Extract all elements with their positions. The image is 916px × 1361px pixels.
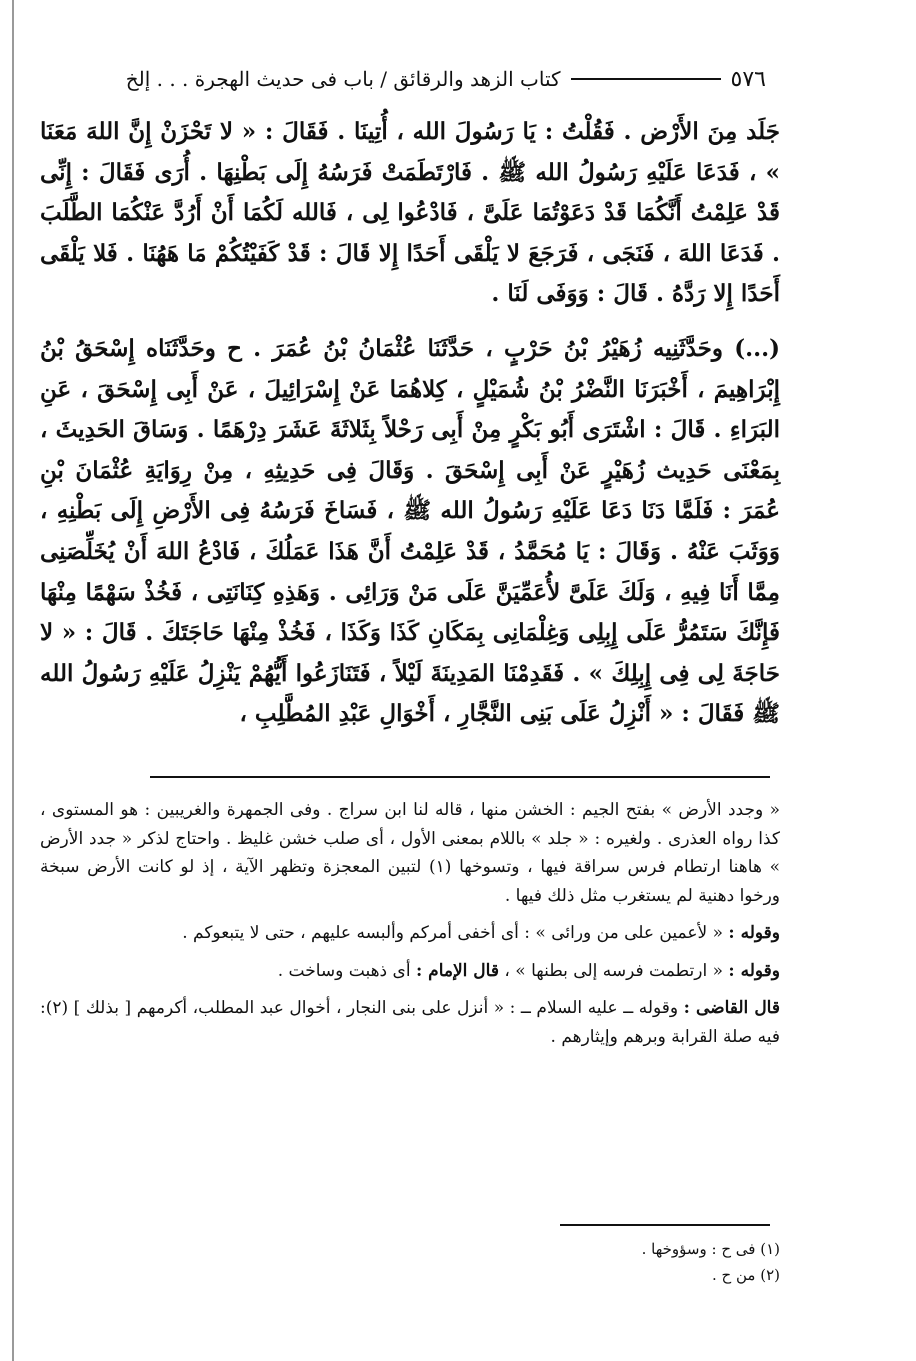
commentary-text: « ارتطمت فرسه إلى بطنها » ، <box>504 960 723 981</box>
hadith-text <box>40 112 780 735</box>
commentary-paragraph-4 <box>40 994 780 1051</box>
footnote-rule <box>560 1224 770 1226</box>
commentary-text: وقوله ــ عليه السلام ــ : « أنزل على بنى النجار ، أخوال عبد المطلب، أكرمهم [ بذلك ] (٢): فيه صلة القرابة وبرهم وإيثارهم . <box>40 998 780 1047</box>
commentary-text: « لأعمين على من ورائى » : أى أخفى أمركم وألبسه عليهم ، حتى لا يتبعوكم . <box>182 923 723 943</box>
footnote-1: (١) فى ح : وسؤوخها . <box>641 1240 780 1258</box>
commentary-lead-qadi: قال القاضى : <box>683 998 780 1018</box>
hadith-paragraph-1: جَلَد مِنَ الأَرْض . فَقُلْتُ : يَا رَسُولَ الله ، أُتِينَا . فَقَالَ : « لا تَحْزَنْ إِنَّ اللهَ مَعَنَا » ، فَدَعَا عَلَيْهِ رَسُولُ الله ﷺ . فَارْتَطَمَتْ فَرَسُهُ إِلَى بَطْنِهَا . أُرَى فَقَالَ : إِنِّى قَدْ عَلِمْتُ أَنَّكُمَا قَدْ دَعَوْتُمَا عَلَىَّ ، فَادْعُوا لِى ، فَالله لَكُمَا أَنْ أَرُدَّ عَنْكُمَا الطَّلَبَ . فَدَعَا اللهَ ، فَنَجَى ، فَرَجَعَ لا يَلْقَى أَحَدًا إِلا قَالَ : قَدْ كَفَيْتُكُمْ مَا هَهُنَا . فَلا يَلْقَى أَحَدًا إِلا رَدَّهُ . قَالَ : وَوَفَى لَنَا . <box>40 118 780 308</box>
footnotes <box>40 1236 780 1288</box>
commentary-lead-imam: قال الإمام : <box>415 960 499 981</box>
hadith-paragraph-2: (...) وحَدَّثَنِيه زُهَيْرُ بْنُ حَرْبٍ ، حَدَّثَنَا عُثْمَانُ بْنُ عُمَرَ . ح وحَدَّثَنَاه إِسْحَقُ بْنُ إِبْرَاهِيمَ ، أَخْبَرَنَا النَّضْرُ بْنُ شُمَيْلٍ ، كِلاهُمَا عَنْ إِسْرَائِيلَ ، عَنْ أَبِى إِسْحَقَ ، عَنِ البَرَاءِ . قَالَ : اشْتَرَى أَبُو بَكْرٍ مِنْ أَبِى رَحْلاً بِثَلاثَةَ عَشَرَ دِرْهَمًا . وَسَاقَ الحَدِيثَ ، بِمَعْنَى حَدِيث زُهَيْرٍ عَنْ أَبِى إِسْحَقَ . وَقَالَ فِى حَدِيثِهِ ، مِنْ رِوَايَةِ عُثْمَانَ بْنِ عُمَرَ : فَلَمَّا دَنَا دَعَا عَلَيْهِ رَسُولُ الله ﷺ ، فَسَاخَ فَرَسُهُ فِى الأَرْضِ إِلَى بَطْنِهِ ، وَوَثَبَ عَنْهُ . وَقَالَ : يَا مُحَمَّدُ ، قَدْ عَلِمْتُ أَنَّ هَذَا عَمَلُكَ ، فَادْعُ اللهَ أَنْ يُخَلِّصَنِى مِمَّا أَنَا فِيهِ ، وَلَكَ عَلَىَّ لأُعَمِّيَنَّ عَلَى مَنْ وَرَائِى . وَهَذِهِ كِنَانَتِى ، فَخُذْ سَهْمًا مِنْهَا فَإِنَّكَ سَتَمُرُّ عَلَى إِبِلِى وَغِلْمَانِى بِمَكَانِ كَذَا وَكَذَا ، فَخُذْ مِنْهَا حَاجَتَكَ . قَالَ : « لا حَاجَةَ لِى فِى إِبِلِكَ » . فَقَدِمْنَا المَدِينَةَ لَيْلاً ، فَتَنَازَعُوا أَيُّهُمْ يَنْزِلُ عَلَيْهِ رَسُولُ الله ﷺ فَقَالَ : « أَنْزِلُ عَلَى بَنِى النَّجَّارِ ، أَخْوَالِ عَبْدِ المُطَّلِبِ ، <box>40 334 780 728</box>
commentary-paragraph-3 <box>40 957 780 986</box>
commentary <box>40 796 780 1060</box>
header-title: كتاب الزهد والرقائق / باب فى حديث الهجرة . . . إلخ <box>125 67 561 91</box>
page-number: ٥٧٦ <box>730 66 766 92</box>
commentary-paragraph-1: « وجدد الأرض » بفتح الجيم : الخشن منها ، قاله لنا ابن سراج . وفى الجمهرة والغريبين : هو المستوى ، كذا رواه العذرى . ولغيره : « جلد » باللام بمعنى الأول ، أى صلب خشن غليظ . واحتاج لذكر « جدد الأرض » هاهنا ارتطام فرس سراقة فيها ، وتسوخها (١) لتبين المعجزة وتظهر الآية ، إذ لو كانت الأرض سبخة ورخوا دهنية لم يستغرب مثل ذلك فيها . <box>40 800 780 906</box>
section-divider <box>150 776 770 778</box>
commentary-text: أى ذهبت وساخت . <box>277 960 411 981</box>
commentary-lead: وقوله : <box>728 960 780 981</box>
header-rule <box>571 78 721 80</box>
footnote-2: (٢) من ح . <box>712 1266 780 1284</box>
scan-edge-line <box>12 0 14 1361</box>
page-header <box>40 62 766 96</box>
commentary-lead: وقوله : <box>728 923 780 943</box>
commentary-paragraph-2 <box>40 919 780 948</box>
